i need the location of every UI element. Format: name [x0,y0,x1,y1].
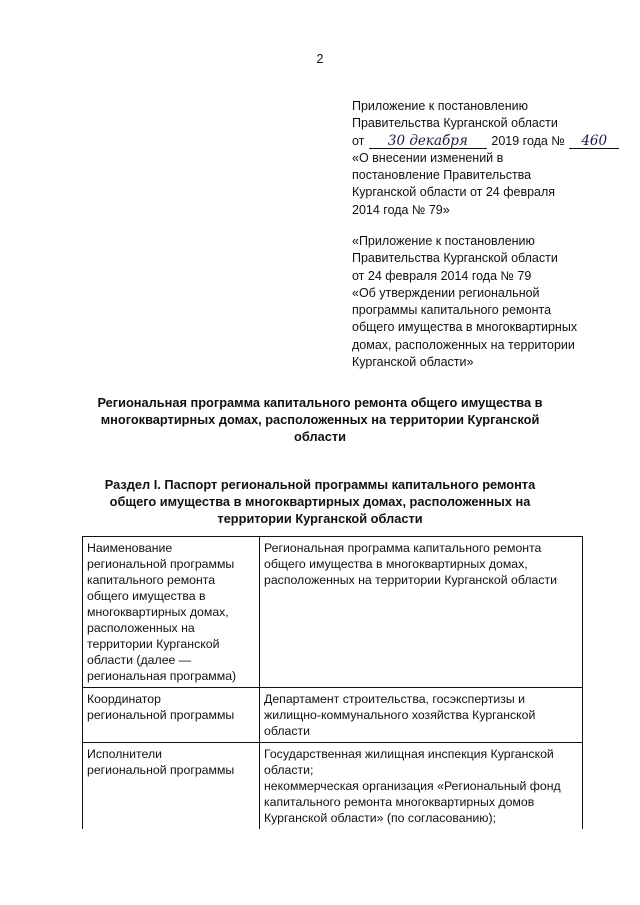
cell-line: Наименование [87,541,173,555]
appendix-line: «О внесении изменений в [352,150,504,165]
section-title-line: общего имущества в многоквартирных домах, расположенных на [109,494,531,509]
appendix-line: от 24 февраля 2014 года № 79 [352,268,532,283]
cell-line: общего имущества в [87,589,206,603]
appendix-line: программы капитального ремонта [352,303,552,318]
appendix-line: Правительства Курганской области [352,251,558,266]
cell-line: расположенных на [87,621,195,635]
date-prefix: от [352,133,365,148]
cell-line: Исполнители [87,747,163,761]
cell-line: региональной программы [87,557,235,571]
appendix-line: общего имущества в многоквартирных [352,320,578,335]
row-label-coordinator [83,688,260,743]
appendix-line: домах, расположенных на территории [352,337,575,352]
row-label-executors [83,743,260,830]
cell-line: некоммерческая организация «Региональный фонд [264,779,561,793]
cell-line: многоквартирных домах, [87,605,229,619]
cell-line: Региональная программа капитального ремонта [264,541,542,555]
cell-line: капитального ремонта [87,573,216,587]
table-row [83,537,583,688]
section-title-line: территории Курганской области [217,511,423,526]
row-value-program-name [260,537,583,688]
appendix-line: 2014 года № 79» [352,202,450,217]
table-row [83,688,583,743]
row-value-coordinator [260,688,583,743]
title-line: многоквартирных домах, расположенных на территории Курганской [100,412,540,427]
handwritten-number: 460 [569,135,619,149]
row-label-program-name [83,537,260,688]
year-text: 2019 года № [491,133,565,148]
cell-line: Департамент строительства, госэкспертизы и [264,692,525,706]
cell-line: области [264,724,310,738]
cell-line: региональной программы [87,708,235,722]
appendix-line: «Об утверждении региональной [352,285,540,300]
cell-line: территории Курганской [87,637,220,651]
appendix-line: Курганской области от 24 февраля [352,185,556,200]
appendix-line: Правительства Курганской области [352,116,558,131]
cell-line: расположенных на территории Курганской области [264,573,558,587]
cell-line: региональной программы [87,763,235,777]
cell-line: Координатор [87,692,161,706]
appendix-line: Приложение к постановлению [352,99,528,113]
title-line: Региональная программа капитального ремонта общего имущества в [97,395,543,410]
program-title [80,394,560,445]
section-title-line: Раздел I. Паспорт региональной программы капитального ремонта [104,477,536,492]
title-line: области [294,429,346,444]
appendix-date-line [352,133,622,150]
appendix-line: «Приложение к постановлению [352,234,535,248]
passport-table [82,536,583,829]
cell-line: региональная программа) [87,669,237,683]
appendix-line: Курганской области» [352,355,474,370]
cell-line: области; [264,763,314,777]
cell-line: жилищно-коммунального хозяйства Курганской [264,708,536,722]
appendix-block-original [352,233,622,371]
cell-line: Государственная жилищная инспекция Курганской [264,747,554,761]
table-row [83,743,583,830]
appendix-line: постановление Правительства [352,168,532,183]
cell-line: общего имущества в многоквартирных домах, [264,557,528,571]
page-number: 2 [316,52,324,66]
cell-line: области (далее — [87,653,192,667]
row-value-executors [260,743,583,830]
section-title [80,476,560,527]
cell-line: Курганской области» (по согласованию); [264,811,497,825]
cell-line: капитального ремонта многоквартирных домов [264,795,535,809]
appendix-block-amendment [352,98,622,219]
handwritten-date: 30 декабря [369,135,487,149]
